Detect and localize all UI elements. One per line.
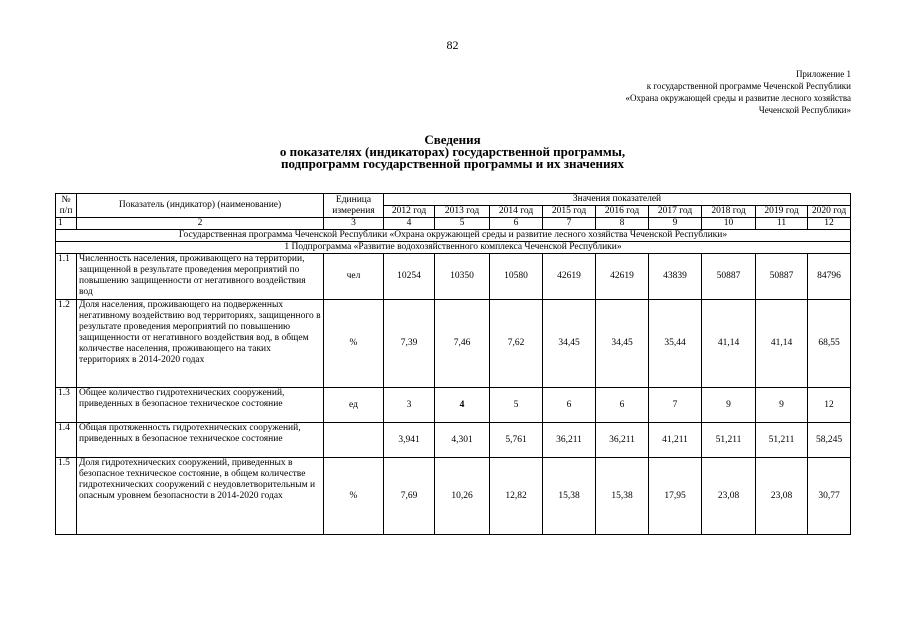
row-value: 5 [490,388,543,423]
column-number: 5 [435,218,490,230]
row-value: 50887 [702,254,756,300]
row-indicator: Доля населения, проживающего на подверженных негативному воздействию вод территориях, защищенного в результате проведения мероприятий по повышению защищенности от негативного воздействия вод, в общем количестве населения, проживающего на таких территориях в 2014-2020 годах [77,300,324,388]
header-year: 2017 год [649,206,702,218]
table-row [56,388,851,423]
row-value: 41,211 [649,423,702,458]
column-number: 10 [702,218,756,230]
header-year: 2014 год [490,206,543,218]
row-unit [324,423,384,458]
row-value: 43839 [649,254,702,300]
column-number: 6 [490,218,543,230]
row-value: 30,77 [808,458,851,535]
appendix-line: Приложение 1 [795,69,851,79]
table-row [56,458,851,535]
row-value: 4,301 [435,423,490,458]
row-value: 68,55 [808,300,851,388]
row-value: 7,62 [490,300,543,388]
row-value: 50887 [756,254,808,300]
header-year: 2019 год [756,206,808,218]
row-value: 58,245 [808,423,851,458]
header-year: 2013 год [435,206,490,218]
header-year: 2018 год [702,206,756,218]
row-value: 51,211 [702,423,756,458]
row-value: 84796 [808,254,851,300]
row-value: 17,95 [649,458,702,535]
column-number: 2 [77,218,324,230]
column-number: 1 [56,218,77,230]
row-value: 7 [649,388,702,423]
row-num: 1.3 [56,388,77,423]
row-value: 7,69 [384,458,435,535]
row-value: 10580 [490,254,543,300]
row-value: 15,38 [543,458,596,535]
subprogram-row: 1 Подпрограмма «Развитие водохозяйственного комплекса Чеченской Республики» [56,242,851,254]
row-value: 42619 [543,254,596,300]
row-value: 51,211 [756,423,808,458]
title-line: подпрограмм государственной программы и их значениях [280,156,625,171]
row-value: 23,08 [756,458,808,535]
row-value: 3,941 [384,423,435,458]
row-value: 23,08 [702,458,756,535]
row-unit: ед [324,388,384,423]
header-indicator: Показатель (индикатор) (наименование) [77,194,324,218]
row-value: 34,45 [543,300,596,388]
row-value: 6 [596,388,649,423]
page-number: 82 [446,38,459,52]
column-number: 9 [649,218,702,230]
title-line: о показателях (индикаторах) государственной программы, [279,144,626,159]
program-row: Государственная программа Чеченской Республики «Охрана окружающей среды и развитие лесного хозяйства Чеченской Республики» [56,230,851,242]
header-year: 2020 год [808,206,851,218]
appendix-note [625,68,851,116]
document-title [0,134,905,170]
table-row [56,423,851,458]
row-value: 4 [435,388,490,423]
row-value: 35,44 [649,300,702,388]
header-unit: Единица измерения [324,194,384,218]
row-num: 1.1 [56,254,77,300]
row-value: 41,14 [756,300,808,388]
column-number: 11 [756,218,808,230]
row-value: 12 [808,388,851,423]
appendix-line: «Охрана окружающей среды и развитие лесного хозяйства [625,93,851,103]
table-row [56,254,851,300]
row-value: 42619 [596,254,649,300]
row-indicator: Общая протяженность гидротехнических сооружений, приведенных в безопасное техническое состояние [77,423,324,458]
row-value: 3 [384,388,435,423]
row-value: 12,82 [490,458,543,535]
header-values: Значения показателей [384,194,851,206]
appendix-line: Чеченской Республики» [758,105,851,115]
row-value: 10,26 [435,458,490,535]
row-value: 15,38 [596,458,649,535]
row-value: 9 [756,388,808,423]
row-value: 10254 [384,254,435,300]
title-line: Сведения [424,132,481,147]
column-number: 7 [543,218,596,230]
row-value: 41,14 [702,300,756,388]
table-row [56,300,851,388]
row-value: 36,211 [596,423,649,458]
row-num: 1.5 [56,458,77,535]
indicators-table [55,193,851,535]
header-year: 2012 год [384,206,435,218]
row-indicator: Доля гидротехнических сооружений, приведенных в безопасное техническое состояние, в общем количестве гидротехнических сооружений с неудовлетворительным и опасным уровнем безопасности в 2014-2020 годах [77,458,324,535]
row-unit: % [324,300,384,388]
row-num: 1.2 [56,300,77,388]
column-number: 12 [808,218,851,230]
row-indicator: Численность населения, проживающего на территории, защищенной в результате проведения мероприятий по повышению защищенности от негативного воздействия вод [77,254,324,300]
column-number: 4 [384,218,435,230]
row-unit: чел [324,254,384,300]
appendix-line: к государственной программе Чеченской Республики [646,81,851,91]
row-value: 10350 [435,254,490,300]
header-num: № п/п [56,194,77,218]
header-year: 2016 год [596,206,649,218]
row-value: 6 [543,388,596,423]
row-value: 34,45 [596,300,649,388]
row-indicator: Общее количество гидротехнических сооружений, приведенных в безопасное техническое состояние [77,388,324,423]
row-value: 36,211 [543,423,596,458]
row-unit: % [324,458,384,535]
column-number: 3 [324,218,384,230]
row-num: 1.4 [56,423,77,458]
row-value: 9 [702,388,756,423]
row-value: 7,39 [384,300,435,388]
row-value: 7,46 [435,300,490,388]
column-number: 8 [596,218,649,230]
header-year: 2015 год [543,206,596,218]
row-value: 5,761 [490,423,543,458]
